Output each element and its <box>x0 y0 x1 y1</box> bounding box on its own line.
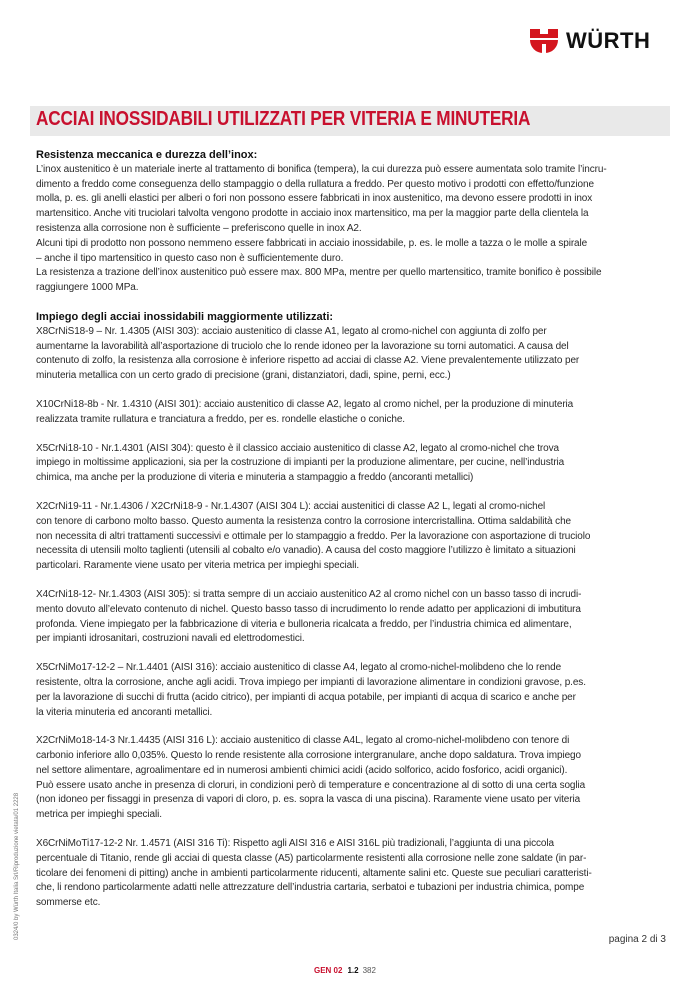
steel-grade-paragraph <box>36 442 676 486</box>
text-line: impiego in moltissime applicazioni, sia per la costruzione di impianti per la produzione alimentare, per cucine, nell’industria <box>36 457 565 469</box>
text-line: sommerse etc. <box>36 897 101 909</box>
catalog-page: 382 <box>362 966 376 975</box>
text-line: profonda. Viene impiegato per la fabbricazione di viteria e bulloneria ricalcata a freddo, per l’industria chimica ed alimentare, <box>36 618 572 630</box>
text-line: X10CrNi18-8b - Nr. 1.4310 (AISI 301): acciaio austenitico di classe A2, legato al cromo nichel, per la produzione di minuteria <box>36 398 574 410</box>
text-line: la viteria minuteria ed ancoranti metallici. <box>36 706 213 718</box>
text-line: X6CrNiMoTi17-12-2 Nr. 1.4571 (AISI 316 Ti): Rispetto agli AISI 316 e AISI 316L più tradizionali, l’aggiunta di una piccola <box>36 838 554 850</box>
text-line: La resistenza a trazione dell’inox austenitico può essere max. 800 MPa, mentre per quello martensitico, tramite bonifico è possibile <box>36 267 602 279</box>
wurth-logo <box>530 28 650 54</box>
text-line: X4CrNi18-12- Nr.1.4303 (AISI 305): si tratta sempre di un acciaio austenitico A2 al cromo nichel con un basso tasso di incrudi- <box>36 588 582 600</box>
text-line: (non idoneo per fissaggi in presenza di vapori di cloro, p. es. sopra la vasca di una piscina). Raramente viene usato per viteria <box>36 794 581 806</box>
steel-grade-paragraph <box>36 734 676 823</box>
text-line: aumentarne la lavorabilità all’asportazione di truciolo che lo rende idoneo per la lavorazione su torni automatici. A causa del <box>36 340 569 352</box>
section-heading-usage: Impiego degli acciai inossidabili maggiormente utilizzati: <box>36 310 334 323</box>
text-line: realizzata tramite rullatura e tranciatura a freddo, per es. rondelle elastiche o coniche. <box>36 413 405 425</box>
section-usage-text <box>36 325 676 911</box>
text-line: chimica, ma anche per la produzione di viteria e minuteria a stampaggio a freddo (ancoranti metallici) <box>36 472 474 484</box>
text-line: X2CrNiMo18-14-3 Nr.1.4435 (AISI 316 L): acciaio austenitico di classe A4L, legato al cromo-nichel-molibdeno con tenore di <box>36 735 570 747</box>
text-line: X5CrNiMo17-12-2 – Nr.1.4401 (AISI 316): acciaio austenitico di classe A4, legato al cromo-nichel-molibdeno che lo rende <box>36 662 562 674</box>
text-line: metrica per impieghi speciali. <box>36 809 162 821</box>
text-line: Può essere usato anche in presenza di cloruri, in condizioni però di temperature e concentrazione al di sotto di una certa soglia <box>36 779 586 791</box>
text-line: particolari. Raramente viene usato per viteria metrica per impieghi speciali. <box>36 560 360 572</box>
brand-name: WÜRTH <box>566 28 651 53</box>
text-line: per la lavorazione di succhi di frutta (acido citrico), per impianti di acqua potabile, per impianti di acqua di scarico e anche per <box>36 691 576 703</box>
text-line: raggiungere 1000 MPa. <box>36 282 139 294</box>
text-line: – anche il tipo martensitico in questo caso non è sufficientemente duro. <box>36 252 344 264</box>
page-indicator: pagina 2 di 3 <box>608 934 666 945</box>
text-line: L’inox austenitico è un materiale inerte al trattamento di bonifica (tempera), la cui durezza può essere aumentata solo tramite l’incru- <box>36 163 607 175</box>
footer <box>314 966 376 975</box>
document-body <box>36 148 676 911</box>
text-line: resistente, oltra la corrosione, anche agli acidi. Trova impiego per impianti di lavorazione alimentare in condizioni gravose, p.es. <box>36 676 586 688</box>
text-line: che, li rendono particolarmente adatti nelle attrezzature dell’industria cartaria, serbatoi e tubazioni per industria chimica, pompe <box>36 882 585 894</box>
text-line: necessita di utensili molto taglienti (utensili al cobalto e/o vanadio). A causa del costo maggiore l’utilizzo è limitato a situazioni <box>36 545 576 557</box>
text-line: X5CrNi18-10 - Nr.1.4301 (AISI 304): questo è il classico acciaio austenitico di classe A2, legato al cromo-nichel che trova <box>36 442 559 454</box>
text-line: resistenza alla corrosione non è sufficiente – preferiscono quelle in inox A2. <box>36 222 362 234</box>
text-line: molla, p. es. gli anelli elastici per alberi o fori non possono essere fabbricati in inox austenitico, ma devono essere prodotti in inox <box>36 193 593 205</box>
section-heading-resistance: Resistenza meccanica e durezza dell’inox: <box>36 149 258 161</box>
steel-grade-paragraph <box>36 837 676 911</box>
text-line: ticolare dei fenomeni di pitting) anche in ambienti particolarmente riducenti, altamente salini etc. Queste sue peculiari caratteristi- <box>36 867 592 879</box>
text-line: nel settore alimentare, agroalimentare ed in numerosi ambienti chimici acidi (acido solforico, acido fosforico, acidi organici). <box>36 764 568 776</box>
wurth-logo-icon <box>530 29 558 53</box>
text-line: minuteria metallica con un certo grado di precisione (grani, distanziatori, dadi, spine, perni, ecc.) <box>36 370 451 382</box>
copyright-side-note: 0324/0 by Würth Italia Srl/Riproduzione vietata/01 2228 <box>14 792 20 940</box>
text-line: X2CrNi19-11 - Nr.1.4306 / X2CrNi18-9 - Nr.1.4307 (AISI 304 L): acciai austenitici di classe A2 L, legati al cromo-nichel <box>36 500 546 512</box>
steel-grade-paragraph <box>36 398 676 428</box>
text-line: percentuale di Titanio, rende gli acciai di questa classe (A5) particolarmente resistenti alla corrosione nelle zone saldate (in par- <box>36 852 587 864</box>
text-line: con tenore di carbono molto basso. Questo aumenta la resistenza contro la corrosione intercristallina. Ottima saldabilità che <box>36 515 572 527</box>
catalog-section: 1.2 <box>347 966 359 975</box>
text-line: Alcuni tipi di prodotto non possono nemmeno essere fabbricati in acciaio inossidabile, p. es. le molle a tazza o le molle a spirale <box>36 237 588 249</box>
text-line: martensitico. Anche viti truciolari talvolta vengono prodotte in acciaio inox martensitico, ma per la maggior parte della clientela la <box>36 208 589 220</box>
text-line: mento dovuto all’elevato contenuto di nichel. Questo basso tasso di incrudimento lo rende adatto per applicazioni di imbutitura <box>36 603 581 615</box>
text-line: contenuto di zolfo, la resistenza alla corrosione è inferiore rispetto ad acciai di classe A2. Viene prevalentemente utilizzato per <box>36 355 580 367</box>
catalog-code: GEN 02 <box>314 966 343 975</box>
text-line: carbonio inferiore allo 0,035%. Questo lo rende resistente alla corrosione intergranulare, anche dopo saldatura. Trova impiego <box>36 750 581 762</box>
section-resistance-text <box>36 163 676 296</box>
text-line: dimento a freddo come conseguenza dello stampaggio o della rullatura a freddo. Per questo motivo i prodotti con effetto/funzione <box>36 178 594 190</box>
text-line: X8CrNiS18-9 – Nr. 1.4305 (AISI 303): acciaio austenitico di classe A1, legato al cromo-nichel con aggiunta di zolfo per <box>36 325 547 337</box>
text-line: non necessita di altri trattamenti successivi e ottimale per lo stampaggio a freddo. Per la lavorazione con asportazione di truciolo <box>36 530 591 542</box>
text-line: per impianti idrosanitari, costruzioni navali ed elettrodomestici. <box>36 633 305 645</box>
steel-grade-paragraph <box>36 325 676 384</box>
steel-grade-paragraph <box>36 500 676 574</box>
steel-grade-paragraph <box>36 588 676 647</box>
steel-grade-paragraph <box>36 661 676 720</box>
page-title: ACCIAI INOSSIDABILI UTILIZZATI PER VITERIA E MINUTERIA <box>36 108 531 130</box>
